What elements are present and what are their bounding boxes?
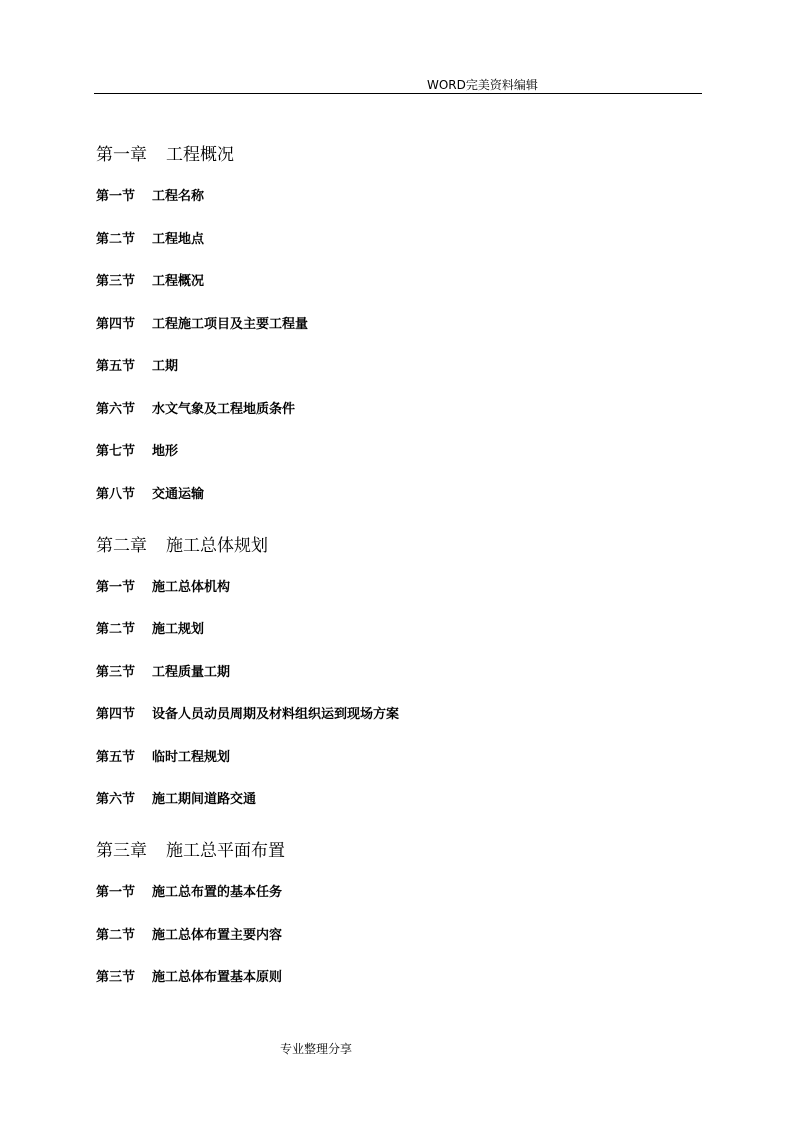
chapter-title: 工程概况 bbox=[166, 145, 234, 165]
section-entry bbox=[96, 924, 282, 943]
section-title: 临时工程规划 bbox=[152, 750, 231, 765]
section-title: 工程地点 bbox=[152, 232, 205, 247]
section-entry bbox=[96, 966, 282, 985]
section-title: 施工总体布置主要内容 bbox=[152, 928, 283, 943]
chapter-number: 第二章 bbox=[96, 536, 147, 556]
section-title: 设备人员动员周期及材料组织运到现场方案 bbox=[152, 707, 400, 722]
section-entry bbox=[96, 483, 204, 502]
section-number: 第六节 bbox=[96, 402, 136, 417]
section-number: 第一节 bbox=[96, 189, 136, 204]
section-entry bbox=[96, 703, 399, 722]
section-number: 第四节 bbox=[96, 317, 136, 332]
section-number: 第七节 bbox=[96, 444, 136, 459]
section-number: 第二节 bbox=[96, 928, 136, 943]
section-title: 工程名称 bbox=[152, 189, 205, 204]
section-title: 工程施工项目及主要工程量 bbox=[152, 317, 309, 332]
section-number: 第五节 bbox=[96, 359, 136, 374]
section-number: 第二节 bbox=[96, 622, 136, 637]
section-number: 第二节 bbox=[96, 232, 136, 247]
section-number: 第一节 bbox=[96, 580, 136, 595]
section-title: 施工期间道路交通 bbox=[152, 792, 257, 807]
section-entry bbox=[96, 746, 230, 765]
section-title: 施工总布置的基本任务 bbox=[152, 885, 283, 900]
chapter-heading bbox=[96, 531, 268, 556]
section-title: 工期 bbox=[152, 359, 179, 374]
section-entry bbox=[96, 398, 295, 417]
section-title: 水文气象及工程地质条件 bbox=[152, 402, 296, 417]
section-number: 第六节 bbox=[96, 792, 136, 807]
page-header bbox=[94, 74, 702, 94]
section-title: 施工总体布置基本原则 bbox=[152, 970, 283, 985]
section-entry bbox=[96, 788, 256, 807]
section-entry bbox=[96, 228, 204, 247]
chapter-heading bbox=[96, 836, 285, 861]
section-entry bbox=[96, 661, 230, 680]
section-title: 交通运输 bbox=[152, 487, 205, 502]
header-text: WORD完美资料编辑 bbox=[427, 78, 538, 92]
chapter-heading bbox=[96, 140, 234, 165]
section-entry bbox=[96, 440, 178, 459]
section-title: 工程质量工期 bbox=[152, 665, 231, 680]
chapter-title: 施工总体规划 bbox=[166, 536, 268, 556]
section-entry bbox=[96, 270, 204, 289]
section-entry bbox=[96, 185, 204, 204]
chapter-title: 施工总平面布置 bbox=[166, 841, 285, 861]
section-entry bbox=[96, 576, 230, 595]
section-number: 第五节 bbox=[96, 750, 136, 765]
section-entry bbox=[96, 313, 308, 332]
section-number: 第八节 bbox=[96, 487, 136, 502]
page-footer: 专业整理分享 bbox=[280, 1042, 353, 1056]
section-number: 第三节 bbox=[96, 274, 136, 289]
section-title: 施工总体机构 bbox=[152, 580, 231, 595]
section-title: 工程概况 bbox=[152, 274, 205, 289]
section-number: 第三节 bbox=[96, 970, 136, 985]
section-entry bbox=[96, 355, 178, 374]
chapter-number: 第三章 bbox=[96, 841, 147, 861]
section-number: 第一节 bbox=[96, 885, 136, 900]
section-title: 施工规划 bbox=[152, 622, 205, 637]
section-entry bbox=[96, 881, 282, 900]
section-title: 地形 bbox=[152, 444, 179, 459]
section-number: 第四节 bbox=[96, 707, 136, 722]
section-entry bbox=[96, 618, 204, 637]
section-number: 第三节 bbox=[96, 665, 136, 680]
chapter-number: 第一章 bbox=[96, 145, 147, 165]
